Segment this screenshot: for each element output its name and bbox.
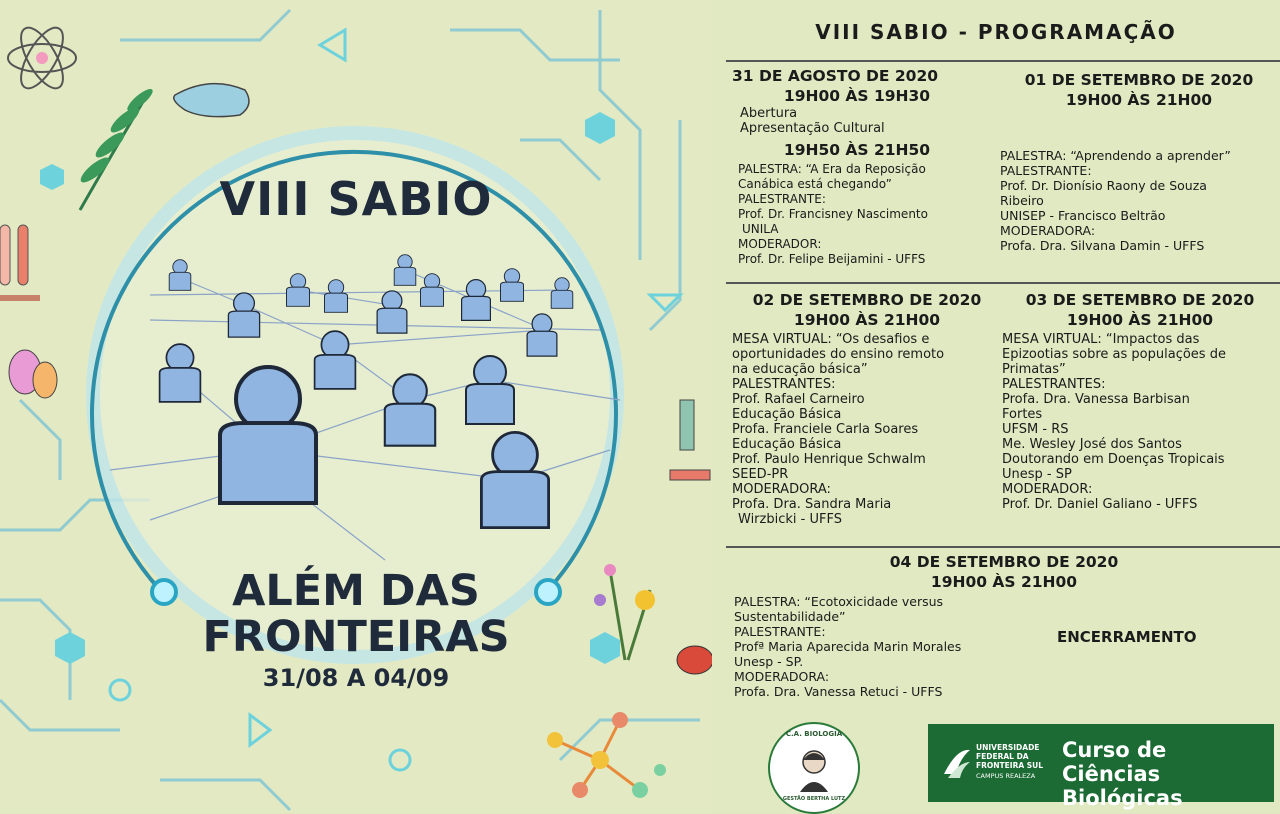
program-line: Apresentação Cultural [740, 121, 885, 136]
program-line: Me. Wesley José dos Santos [1002, 437, 1182, 452]
day-04-sep [734, 552, 1274, 699]
program-line: Profa. Dra. Vanessa Barbisan [1002, 392, 1190, 407]
subtitle-line-2: FRONTEIRAS [202, 612, 510, 662]
course-line: Ciências Biológicas [1062, 762, 1183, 810]
program-line: Prof. Paulo Henrique Schwalm [732, 452, 926, 467]
program-line: Profa. Franciele Carla Soares [732, 422, 919, 437]
program-line: MESA VIRTUAL: “Impactos das [1002, 332, 1200, 347]
university-line: FEDERAL DA [976, 752, 1029, 761]
seal-top-text: C.A. BIOLOGIA [785, 730, 843, 738]
day-time: 19H00 ÀS 21H00 [1066, 311, 1214, 329]
program-line: Profa. Dra. Sandra Maria [732, 497, 892, 512]
subtitle-line-1: ALÉM DAS [232, 566, 480, 616]
program-line: Prof. Dr. Francisney Nascimento [738, 207, 928, 221]
program-line: Fortes [1002, 407, 1043, 422]
program-line: PALESTRANTE: [734, 624, 826, 639]
program-line: MESA VIRTUAL: “Os desafios e [732, 332, 930, 347]
day-date: 01 DE SETEMBRO DE 2020 [1024, 71, 1254, 89]
program-line: MODERADOR: [738, 237, 822, 251]
program-line: Profª Maria Aparecida Marin Morales [734, 639, 962, 654]
program-line: Abertura [740, 106, 798, 121]
program-line: Sustentabilidade” [734, 609, 846, 624]
program-line: PALESTRA: “A Era da Reposição [738, 162, 926, 176]
program-line: Prof. Dr. Dionísio Raony de Souza [1000, 178, 1207, 193]
program-line: Unesp - SP [1002, 467, 1072, 482]
divider [726, 546, 1280, 548]
university-line: FRONTEIRA SUL [976, 761, 1044, 770]
program-line: PALESTRANTE: [1000, 163, 1092, 178]
program-line: UNISEP - Francisco Beltrão [1000, 208, 1166, 223]
university-line: UNIVERSIDADE [976, 743, 1040, 752]
program-line: Unesp - SP. [734, 654, 804, 669]
program-line: Wirzbicki - UFFS [738, 512, 842, 527]
day-date: 02 DE SETEMBRO DE 2020 [752, 291, 982, 309]
divider [726, 282, 1280, 284]
day-time: 19H00 ÀS 21H00 [1065, 91, 1213, 109]
program-line: Educação Básica [732, 437, 842, 452]
program-line: Profa. Dra. Vanessa Retuci - UFFS [734, 684, 943, 699]
event-title: VIII SABIO [219, 172, 493, 226]
program-line: PALESTRA: “Ecotoxicidade versus [734, 594, 944, 609]
program-line: PALESTRANTES: [1002, 377, 1106, 392]
program-line: MODERADORA: [732, 482, 831, 497]
program-line: SEED-PR [732, 467, 789, 482]
program-line: Primatas” [1002, 362, 1066, 377]
university-name [976, 743, 1043, 781]
program-line: Doutorando em Doenças Tropicais [1002, 452, 1225, 467]
ca-biologia-seal [768, 722, 860, 814]
day-time: 19H00 ÀS 19H30 [783, 87, 931, 105]
program-line: MODERADORA: [1000, 223, 1096, 238]
program-line: Ribeiro [1000, 193, 1044, 208]
program-line: UFSM - RS [1002, 422, 1069, 437]
day-time: 19H00 ÀS 21H00 [793, 311, 941, 329]
program-line: UNILA [742, 222, 779, 236]
day-01-sep [1000, 70, 1278, 253]
ufs-course-banner [928, 724, 1274, 810]
course-name [1062, 738, 1274, 810]
program-line: Epizootias sobre as populações de [1002, 347, 1226, 362]
event-dates: 31/08 A 04/09 [262, 664, 450, 692]
seal-bottom-text: GESTÃO BERTHA LUTZ [782, 796, 846, 802]
program-line: Educação Básica [732, 407, 842, 422]
divider [726, 60, 1280, 62]
program-line: MODERADORA: [734, 669, 830, 684]
event-subtitle [0, 568, 712, 660]
closing-label: ENCERRAMENTO [1057, 628, 1197, 646]
program-line: na educação básica” [732, 362, 868, 377]
day-31-aug [732, 66, 982, 267]
program-line: oportunidades do ensino remoto [732, 347, 945, 362]
program-line: PALESTRANTE: [738, 192, 826, 206]
program-line: Prof. Rafael Carneiro [732, 392, 865, 407]
campus-line: CAMPUS REALEZA [976, 772, 1036, 780]
day-time: 19H50 ÀS 21H50 [783, 141, 931, 159]
program-title: VIII SABIO - PROGRAMAÇÃO [815, 20, 1177, 44]
program-panel [712, 0, 1280, 813]
program-line: Profa. Dra. Silvana Damin - UFFS [1000, 238, 1205, 253]
day-02-sep [732, 290, 1002, 527]
program-line: Prof. Dr. Felipe Beijamini - UFFS [738, 252, 926, 266]
program-line: PALESTRANTES: [732, 377, 836, 392]
program-line: PALESTRA: “Aprendendo a aprender” [1000, 148, 1231, 163]
portrait-icon [796, 746, 832, 792]
day-03-sep [1002, 290, 1278, 512]
program-line: MODERADOR: [1002, 482, 1093, 497]
day-time: 19H00 ÀS 21H00 [930, 573, 1078, 591]
course-line: Curso de [1062, 738, 1167, 762]
day-date: 04 DE SETEMBRO DE 2020 [889, 553, 1119, 571]
program-line: Prof. Dr. Daniel Galiano - UFFS [1002, 497, 1198, 512]
day-date: 03 DE SETEMBRO DE 2020 [1025, 291, 1255, 309]
program-line: Canábica está chegando” [738, 177, 892, 191]
ufs-logo-icon [942, 744, 972, 780]
day-date: 31 DE AGOSTO DE 2020 [732, 67, 939, 85]
